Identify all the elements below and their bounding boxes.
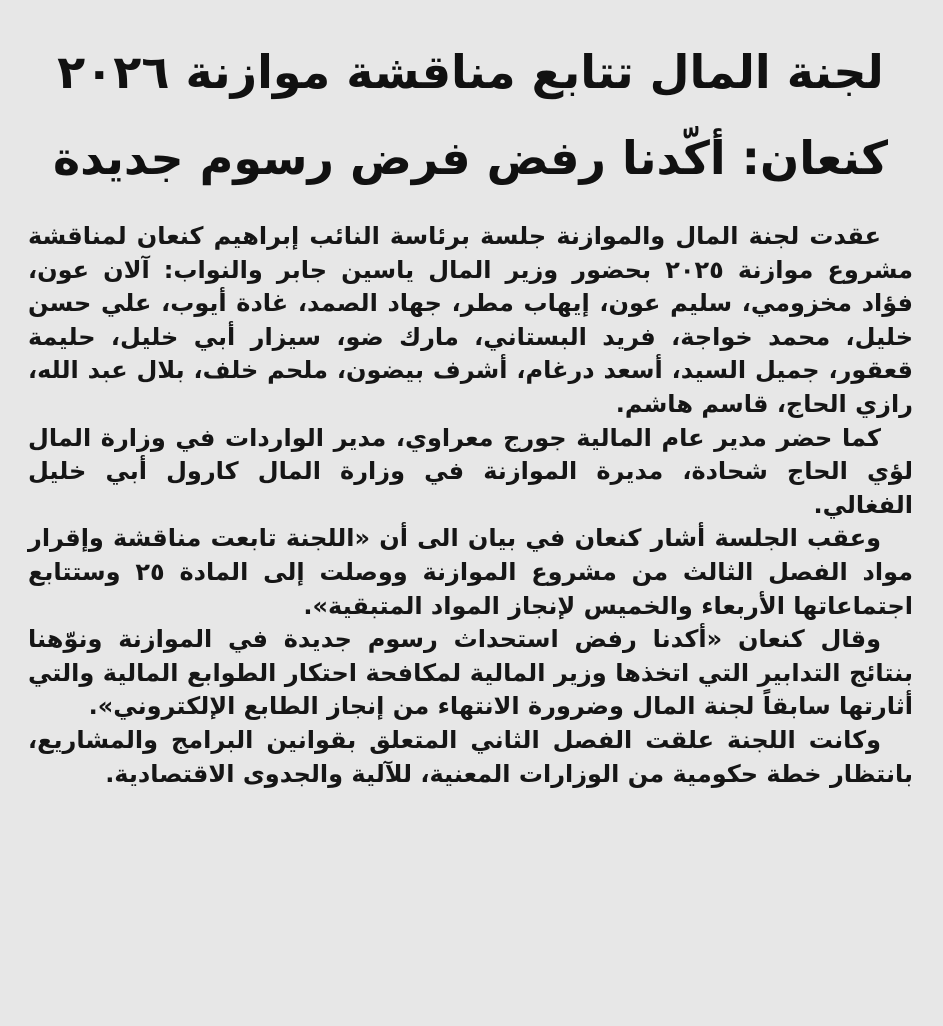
headline-line-1: لجنة المال تتابع مناقشة موازنة ٢٠٢٦ xyxy=(57,45,884,99)
article-paragraph: وعقب الجلسة أشار كنعان في بيان الى أن «اللجنة تابعت مناقشة وإقرار مواد الفصل الثالث من مشروع الموازنة ووصلت إلى المادة ٢٥ وستتابع اجتماعاتها الأربعاء والخميس لإنجاز المواد المتبقية». xyxy=(28,524,914,620)
article-body xyxy=(28,220,913,791)
article-paragraph: كما حضر مدير عام المالية جورج معراوي، مدير الواردات في وزارة المال لؤي الحاج شحادة، مديرة الموازنة في وزارة المال كارول أبي خليل الفغالي. xyxy=(28,423,913,519)
article-paragraph: عقدت لجنة المال والموازنة جلسة برئاسة النائب إبراهيم كنعان لمناقشة مشروع موازنة ٢٠٢٥ بحضور وزير المال ياسين جابر والنواب: آلان عون، فؤاد مخزومي، سليم عون، إيهاب مطر، جهاد الصمد، غادة أيوب، علي حسن خليل، محمد خواجة، فريد البستاني، مارك ضو، سيزار أبي خليل، حليمة قعقور، جميل السيد، أسعد درغام، أشرف بيضون، ملحم خلف، بلال عبد الله، رازي الحاج، قاسم هاشم. xyxy=(28,222,914,418)
article-paragraph: وكانت اللجنة علقت الفصل الثاني المتعلق بقوانين البرامج والمشاريع، بانتظار خطة حكومية من الوزارات المعنية، للآلية والجدوى الاقتصادية. xyxy=(28,725,913,788)
headline-line-2: كنعان: أكّدنا رفض فرض رسوم جديدة xyxy=(52,131,889,185)
article-paragraph: وقال كنعان «أكدنا رفض استحداث رسوم جديدة في الموازنة ونوّهنا بنتائج التدابير التي اتخذها وزير المالية لمكافحة احتكار الطوابع المالية والتي أثارتها سابقاً لجنة المال وضرورة الانتهاء من إنجاز الطابع الإلكتروني». xyxy=(28,625,913,721)
